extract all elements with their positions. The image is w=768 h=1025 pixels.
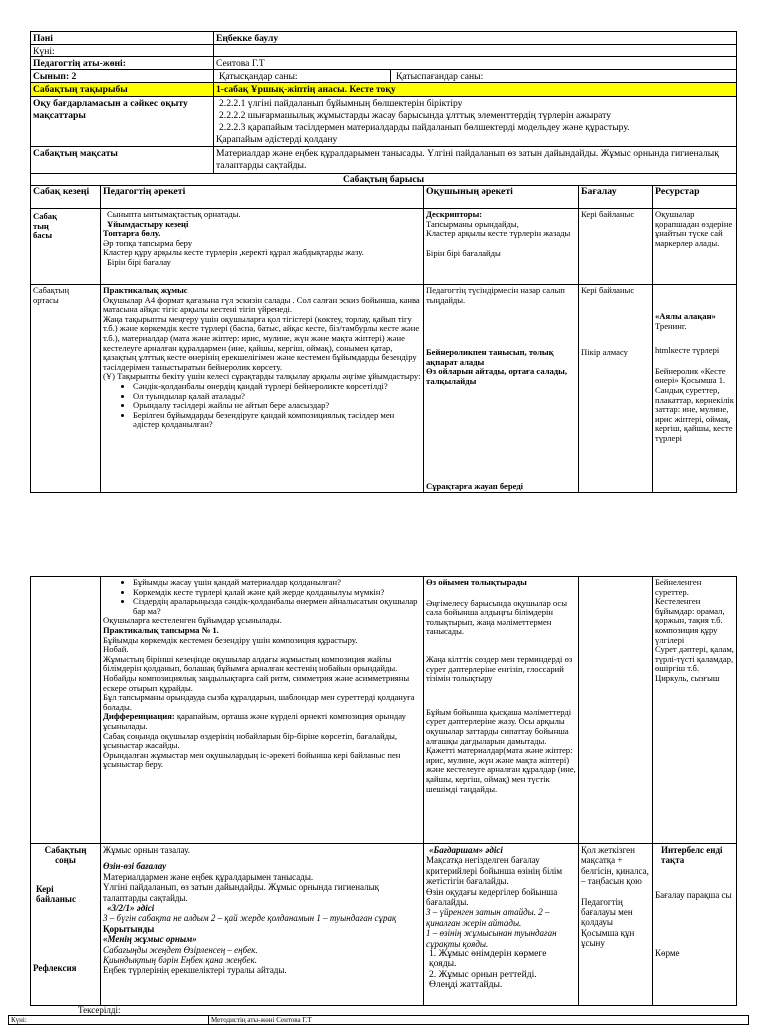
assessment-line: Кері байланыс [581,286,635,295]
question-item: • Орындалу тәсілдері жайлы не айтып бере аласыздар? [133,401,421,411]
teacher-line: Материалдармен және еңбек құралдарымен танысады. [103,871,314,882]
column-header-row [31,186,737,209]
question-item: • Берілген бұйымдарды безендіруге қандай композициялық тәсілдер мен әдістер қолданылған? [133,411,421,430]
col-student-header [424,186,579,209]
present-label: Қатысқандар саны: [219,71,298,82]
col-resources-label: Ресурстар [655,187,700,197]
middle-teacher-actions [103,286,421,492]
student-line: 2. Жұмыс орнын реттейді. [429,968,537,980]
reflection-label: Рефлексия [33,962,77,973]
date-row [31,45,737,57]
end-resources-cell [653,844,737,1006]
student-line: 1 – өзінің жұмысынан туындаған сұрақты қояды. [426,928,557,949]
teacher-paragraph: Бұл тапсырманы орындауда сызба құралдарын, шаблондар мен суреттерді қолдануға болады. [103,692,415,712]
lesson-plan-page-2 [30,576,736,1006]
class-row [31,70,737,83]
goal-text: Материалдар және еңбек құралдарымен танысады. Үлгіні пайдаланып өз затын дайындайды. Жұмыс орнында гигиеналық талаптарды сақтайды. [216,148,719,171]
cont-student-actions [426,578,576,843]
traffic-light-method-title: «Бағдаршам» әдісі [429,845,503,855]
differentiation-label: Дифференциация: [103,711,175,722]
subject-label: Пәні [33,33,53,44]
student-line: Өлеңді жаттайды. [429,979,503,991]
cont-student-cell [424,577,579,844]
topic-label-cell [31,83,214,97]
start-assessment-cell [579,209,653,285]
student-line: Сұрақтарға жауап береді [426,480,524,491]
topic-row [31,83,737,97]
date-label: Күні: [33,46,55,56]
feedback-label: Кері байланыс [36,883,76,905]
resource-line: Көрме [655,948,680,959]
resource-line: Бағалау парақша сы [655,889,732,900]
teacher-line: Әр топқа тапсырма беру [103,237,193,248]
teacher-paragraph: Бұйымды көркемдік кестемен безендіру үшін композиция құрастыру. [103,634,358,645]
assessment-line: Педагогтің бағалауы мен қолдауы Қосымша құн ұсыну [581,896,635,949]
footer-date-cell [9,1016,209,1025]
stage-empty [33,578,98,843]
col-resources-header [653,186,737,209]
teacher-line: Бірін бірі бағалау [107,256,171,267]
end-student-cell [424,844,579,1006]
summary-title: Қорытынды [103,923,155,934]
subject-value: Еңбекке баулу [216,33,279,44]
teacher-label-cell [31,57,214,70]
student-line: Бейнероликпен танысып, толық ақпарат алады [426,347,554,367]
method-title: «3/2/1» әдісі [107,903,155,914]
cont-teacher-cell [101,577,424,844]
teacher-paragraph: Оқушыларға кестеленген бұйымдар ұсынылады. [103,615,282,626]
student-line: 1. Жұмыс өнімдерін көрмеге қояды. [429,948,547,970]
col-teacher-header [101,186,424,209]
progress-title: Сабақтың барысы [342,175,425,185]
start-teacher-actions [103,210,421,282]
teacher-value-cell [214,57,737,70]
middle-assessment [581,286,650,492]
goal-cell [214,147,737,174]
col-teacher-label: Педагогтің әрекеті [103,187,186,197]
topic-value-cell [214,83,737,97]
end-resources [655,845,734,1005]
objective-item: 2.2.2.1 үлгіні пайдаланып бұйымның бөлшектерін біріктіру [219,98,463,109]
question-item: • Сәндік-қолданбалы өнердің қандай түрлері бейнероликте көрсетілді? [133,382,421,392]
assessment-line: Пікір алмасу [581,346,628,357]
goal-label-cell [31,147,214,174]
lesson-progress-table [30,173,737,493]
progress-title-row [31,174,737,186]
goal-label: Сабақтың мақсаты [33,148,118,159]
poem-title: «Менің жұмыс орным» [103,934,197,945]
subject-value-cell [214,32,737,45]
objective-item: 2.2.2.3 қарапайым тәсілдермен материалдарды пайдаланып бөлшектерді модельдеу және құрастыру. [219,122,630,133]
teacher-paragraph: Сабақ соңында оқушылар өздерінің нобайларын бір-біріне көрсетіп, бағалайды, ұсыныстар жасайды. [103,730,397,751]
objectives-list [216,98,734,146]
goal-row [31,147,737,174]
middle-student-actions [426,286,576,492]
stage-middle-continued-row [31,577,737,844]
col-student-label: Оқушының әрекеті [426,187,513,197]
objectives-row [31,97,737,147]
self-assessment-title: Өзін-өзі бағалау [103,861,167,872]
methodist-row [9,1016,749,1025]
resource-line: Тренинг. [655,320,687,331]
student-line: Бірін бірі бағалайды [426,247,501,258]
start-resources: Оқушылар қорапшадан өздеріне ұнайтын түске сай маркерлер алады. [655,210,733,248]
cont-assessment-cell [579,577,653,844]
poem-line: Сабағыңды жеңдет Өзірленсең – еңбек. [103,944,258,955]
resource-line: Кестеленген бұйымдар: орамал, қоржын, тақия т.б. [655,596,725,626]
question-item: • Көркемдік кесте түрлері қалай және қай жерде қолданылуы мүмкін? [133,588,421,598]
differentiation-paragraph [103,712,421,731]
resource-line: htmlкесте түрлері [655,345,720,356]
teacher-line: Жұмыс орнын тазалау. [103,845,191,855]
stage-middle-row [31,285,737,493]
question-item: • Ол туындылар қалай аталады? [133,392,421,402]
teacher-label: Педагогтің аты-жөні: [33,58,126,69]
discussion-questions [103,382,421,430]
objective-item: Қарапайым әдістерді қолдану [216,134,338,145]
stage-start-label: Сабақ тың басы [33,212,58,241]
absent-label: Қатыспағандар саны: [396,71,484,82]
col-stage-header [31,186,101,209]
stage-start-row [31,209,737,285]
class-label: Сынып: 2 [33,71,77,82]
date-value [216,46,734,56]
absent-cell [391,70,737,83]
stage-start-cell [31,209,101,285]
start-student-actions [426,210,576,282]
teacher-paragraph: Нобай. [103,644,129,655]
stage-middle-continued-cell [31,577,101,844]
resource-line: Бейнеленген суреттер. [655,578,702,597]
student-line: 3 – үйренген затын атайды. 2 – қиналған жерін айтады. [426,907,550,928]
subject-label-cell [31,32,214,45]
col-stage-label: Сабақ кезеңі [33,187,90,197]
checked-label: Тексерілді: [78,1005,121,1015]
lesson-info-table [30,31,737,174]
teacher-name: Сеитова Г.Т [216,58,265,69]
student-line: Тапсырманы орындайды, [426,218,519,229]
resource-line: Интербелс енді тақта [661,845,723,866]
objectives-label: Оқу бағдарламасын а сәйкес оқыту мақсаттары [33,98,188,121]
cont-assessment [581,578,650,843]
objectives-label-cell [31,97,214,147]
student-line: Әңгімелесу барысында оқушылар осы сала бойынша алдыңғы білімдерін толықтырып, жаңа мәліметтермен танысады. [426,597,568,637]
start-teacher-cell [101,209,424,285]
resource-line: Циркуль, сызғыш [655,672,720,683]
question-item: • Сіздердің араларыңызда сәндік-қолданбалы өнермен айналысатын оқушылар бар ма? [133,597,421,616]
subject-row [31,32,737,45]
cont-teacher-actions [103,578,421,843]
student-line: Өз ойларын айтады, ортаға салады, талқылайды [426,366,568,386]
teacher-paragraph: Орындалған жұмыстар мен оқушылардың іс-әрекеті бойынша кері байланыс пен ұсыныстар беру. [103,749,401,770]
date-label-cell [31,45,214,57]
teacher-line: Ұйымдастыру кезеңі [107,218,189,229]
teacher-paragraph: Жұмыстың бірінші кезеңінде оқушылар алдағы жұмыстың композиция жайлы білімдерін қолданып, болашақ бұйымға арналған кестенің нобайын орындайды. Нобайды композициялық заңдылықтарға сай ритм, симметрия және асимметрияны ескере отырып құрайды. [103,653,410,693]
footer-methodist-cell [209,1016,749,1025]
progress-title-cell [31,174,737,186]
student-line: Өз ойымен толықтырады [426,578,527,587]
resource-line: «Аялы алақан» [655,311,716,321]
student-line: Кластер арқылы кесте түрлерін жазады [426,228,571,239]
middle-resources-cell [653,285,737,493]
end-student-actions [426,845,576,1005]
practical-task-title: Практикалық тапсырма № 1. [103,624,219,635]
assessment-line: Қол жеткізген мақсатқа + белгісін, қиналса, – таңбасын қою [581,845,649,887]
student-line: Өзін оқудағы кедергілер бойынша бағалайды. [426,886,558,908]
cont-resources-cell [653,577,737,844]
middle-assessment-cell [579,285,653,493]
col-assessment-header [579,186,653,209]
end-assessment [581,845,650,1005]
descriptor-title: Дескрипторы: [426,210,483,219]
stage-middle-label: Сабақтың ортасы [33,286,70,305]
present-cell [214,70,391,83]
start-assessment: Кері байланыс [581,210,635,219]
resource-line: Сурет дәптері, қалам, түрлі-түсті қаламдар, өшіргіш т.б. [655,644,734,674]
practical-work-title: Практикалық жұмыс [103,286,188,295]
class-label-cell [31,70,214,83]
teacher-row [31,57,737,70]
col-assessment-label: Бағалау [581,187,617,197]
stage-end-labels [33,845,98,1005]
middle-student-cell [424,285,579,493]
objective-item: 2.2.2.2 шығармашылық жұмыстарды жасау барысында ұлттық элементтердің түрлерін ажырату [219,110,612,121]
teacher-line: Кластер құру арқылы кесте түрлерін ,керекті құрал жабдықтарды жазу. [103,247,364,258]
start-student-cell [424,209,579,285]
student-line: Педагогтің түсіндірмесін назар салып тыңдайды. [426,286,565,305]
student-line: Мақсатқа негізделген бағалау критерийлері бойынша өзінің білім жетістігін бағалайды. [426,855,563,887]
question-item: • Бұйымды жасау үшін қандай материалдар қолданылған? [133,578,421,588]
teacher-line: Еңбек түрлерінің ерекшеліктері туралы айтады. [103,965,287,976]
footer-methodist: Методистің аты-жөні Сеитова Г.Т [211,1016,312,1024]
stage-end-label: Сабақтың соңы [44,845,87,866]
start-resources-cell [653,209,737,285]
lesson-progress-table-continued [30,576,737,1006]
lesson-plan-page-1 [30,31,736,493]
method-text: 3 – бүгін сабақта не алдым 2 – қай жерде қолданамын 1 – туындаған сұрақ [103,913,397,924]
resource-line: Бейнеролик «Кесте өнері» Қосымша 1. Сандық суреттер, плакаттар, көрнекілік заттар: ине, мулине, ирис жіптері, оймақ, кергіш, қайшы, кесте түрлері [655,365,734,443]
teacher-line: Сыныпта ынтымақтастық орнатады. [107,210,241,219]
discussion-questions-continued [103,578,421,616]
end-teacher-actions [103,845,421,1005]
poem-line: Қиындықтың бәрін Еңбек қана жеңбек. [103,955,258,966]
stage-middle-cell [31,285,101,493]
teacher-line: Топтарға бөлу. [103,228,161,239]
teacher-paragraph: (Ұ) Тақырыпты бекіту үшін келесі сұрақтарды талқылау арқылы әңгіме ұйымдастыру: [103,371,421,382]
date-value-cell [214,45,737,57]
resource-line: композиция құру үлгілері [655,624,718,645]
cont-resources [655,578,734,843]
teacher-paragraph: Жаңа тақырыпты меңгеру үшін оқушыларға қол тігістері (көктеу, торлау, қайып тігу т.б.) және көркемдік кесте түрлері (баспа, батыс, айқас кесте, біз/тамбурлы кесте және т.б.), материалдар (мата және жіптер: ирис, мулине, жүн және мақта жіптері) және кестелеуге арналған құралдармен (ине, қайшы, кергіш, оймақ), сонымен қатар, қазақтың ұлттық кесте өнерінің ерекшелігімен және кестемен бұйымдарды безендіру тәсілдерімен таныстыратын бейнеролик көрсету. [103,313,420,372]
stage-end-row [31,844,737,1006]
footer-date-label: Күні: [11,1016,27,1024]
topic-label: Сабақтың тақырыбы [33,84,128,95]
student-line: Бұйым бойынша қысқаша мәліметтерді сурет дәптерлеріне жазу. Осы арқылы оқушылар заттарды сипаттау бойынша алғашқы дағдыларын дамытады. Қажетті материалдар(мата және жіптер: ирис, мулине, жүн және мақта жіптері) және кестелеуге арналған құралдар (ине, қайшы, кергіш, оймақ) мен түстік шешімді таңдайды. [426,706,576,794]
student-line: Жаңа кілттік сөздер мен терминдерді өз сурет дәптерлеріне енгізіп, глоссарий тізімін толықтыру [426,653,573,684]
objectives-cell [214,97,737,147]
middle-teacher-cell [101,285,424,493]
stage-end-cell [31,844,101,1006]
topic-value: 1-сабақ Ұршық-жіптің анасы. Кесте тоқу [216,84,396,95]
middle-resources [655,286,734,492]
end-teacher-cell [101,844,424,1006]
teacher-line: Үлгіні пайдаланып, өз затын дайындайды. Жұмыс орнында гигиеналық талаптарды сақтайды. [103,882,379,903]
differentiation-text: қарапайым, орташа және күрделі өрнекті композиция орындау ұсынылады. [103,711,406,731]
teacher-paragraph: Оқушылар А4 формат қағазына гүл эскизін салады . Сол салған эскиз бойынша, канва матасына айқас тігіс арқылы кестені тігіп үйренеді. [103,294,420,315]
end-assessment-cell [579,844,653,1006]
